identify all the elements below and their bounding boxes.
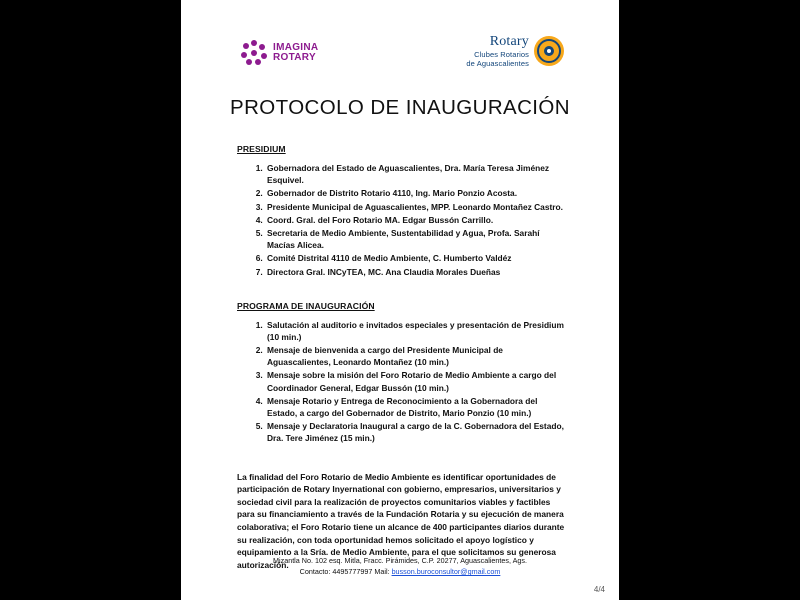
list-item: 4. Mensaje Rotario y Entrega de Reconocimiento a la Gobernadora del Estado, a cargo del Gobernador de Distrito, Mario Ponzio (10 min.) — [265, 395, 565, 419]
closing-paragraph: La finalidad del Foro Rotario de Medio Ambiente es identificar oportunidades de participación de Rotary Inyernational con gobierno, empresarios, universitarios y sociedad civil para la realización de proyectos comunitarios viables y factibles para su financiamiento a través de la Fundación Rotaria y su ejecución de manera colaborativa; el Foro Rotario tiene un alcance de 400 participantes diarios durante su realización, con toda oportunidad hemos solicitado el apoyo logístico y equipamiento a la Sría. de Medio Ambiente, para el que solicitamos su generosa autorización. — [237, 471, 565, 570]
rotary-logo-line2: Clubes Rotarios — [474, 50, 529, 59]
document-body — [181, 144, 619, 571]
footer-contact — [181, 567, 619, 578]
rotary-wheel-icon — [534, 36, 564, 66]
list-item: 5. Mensaje y Declaratoria Inaugural a cargo de la C. Gobernadora del Estado, Dra. Tere Jiménez (15 min.) — [265, 420, 565, 444]
list-item: 2. Mensaje de bienvenida a cargo del Presidente Municipal de Aguascalientes, Leonardo Montañez (10 min.) — [265, 344, 565, 368]
footer-address: Mizantla No. 102 esq. Mitla, Fracc. Pirámides, C.P. 20277, Aguascalientes, Ags. — [273, 556, 527, 566]
document-footer — [181, 556, 619, 578]
list-item: 6. Comité Distrital 4110 de Medio Ambiente, C. Humberto Valdéz — [265, 252, 565, 264]
footer-email-link[interactable]: busson.buroconsultor@gmail.com — [391, 567, 501, 577]
list-item: 2. Gobernador de Distrito Rotario 4110, Ing. Mario Ponzio Acosta. — [265, 187, 565, 199]
rotary-club-logo — [466, 34, 564, 68]
section-divider — [237, 279, 565, 301]
list-item: 1. Gobernadora del Estado de Aguascalientes, Dra. María Teresa Jiménez Esquivel. — [265, 162, 565, 186]
document-page — [181, 0, 619, 600]
list-item: 3. Presidente Municipal de Aguascalientes, MPP. Leonardo Montañez Castro. — [265, 201, 565, 213]
imagina-logo-line2: ROTARY — [273, 52, 316, 63]
section-heading-programa: PROGRAMA DE INAUGURACIÓN — [237, 300, 375, 311]
programa-list — [237, 319, 565, 445]
list-item: 4. Coord. Gral. del Foro Rotario MA. Edgar Bussón Carrillo. — [265, 214, 565, 226]
imagina-rotary-logo — [241, 40, 318, 66]
imagina-logo-line1: IMAGINA — [273, 41, 319, 53]
imagina-dots-icon — [241, 40, 267, 66]
list-item: 5. Secretaria de Medio Ambiente, Sustentabilidad y Agua, Profa. Sarahí Macías Alicea. — [265, 227, 565, 251]
page-title: PROTOCOLO DE INAUGURACIÓN — [230, 96, 570, 119]
rotary-logo-line1: Rotary — [489, 34, 529, 49]
document-header — [181, 34, 619, 90]
footer-contact-prefix: Contacto: 4495777997 Mail: — [299, 567, 392, 577]
list-item: 3. Mensaje sobre la misión del Foro Rotario de Medio Ambiente a cargo del Coordinador General, Edgar Bussón (10 min.) — [265, 369, 565, 393]
presidium-list — [237, 162, 565, 278]
section-heading-presidium: PRESIDIUM — [237, 144, 286, 154]
page-number: 4/4 — [593, 585, 605, 594]
list-item: 1. Salutación al auditorio e invitados especiales y presentación de Presidium (10 min.) — [265, 319, 565, 343]
list-item: 7. Directora Gral. INCyTEA, MC. Ana Claudia Morales Dueñas — [265, 266, 565, 278]
rotary-logo-line3: de Aguascalientes — [466, 59, 529, 68]
